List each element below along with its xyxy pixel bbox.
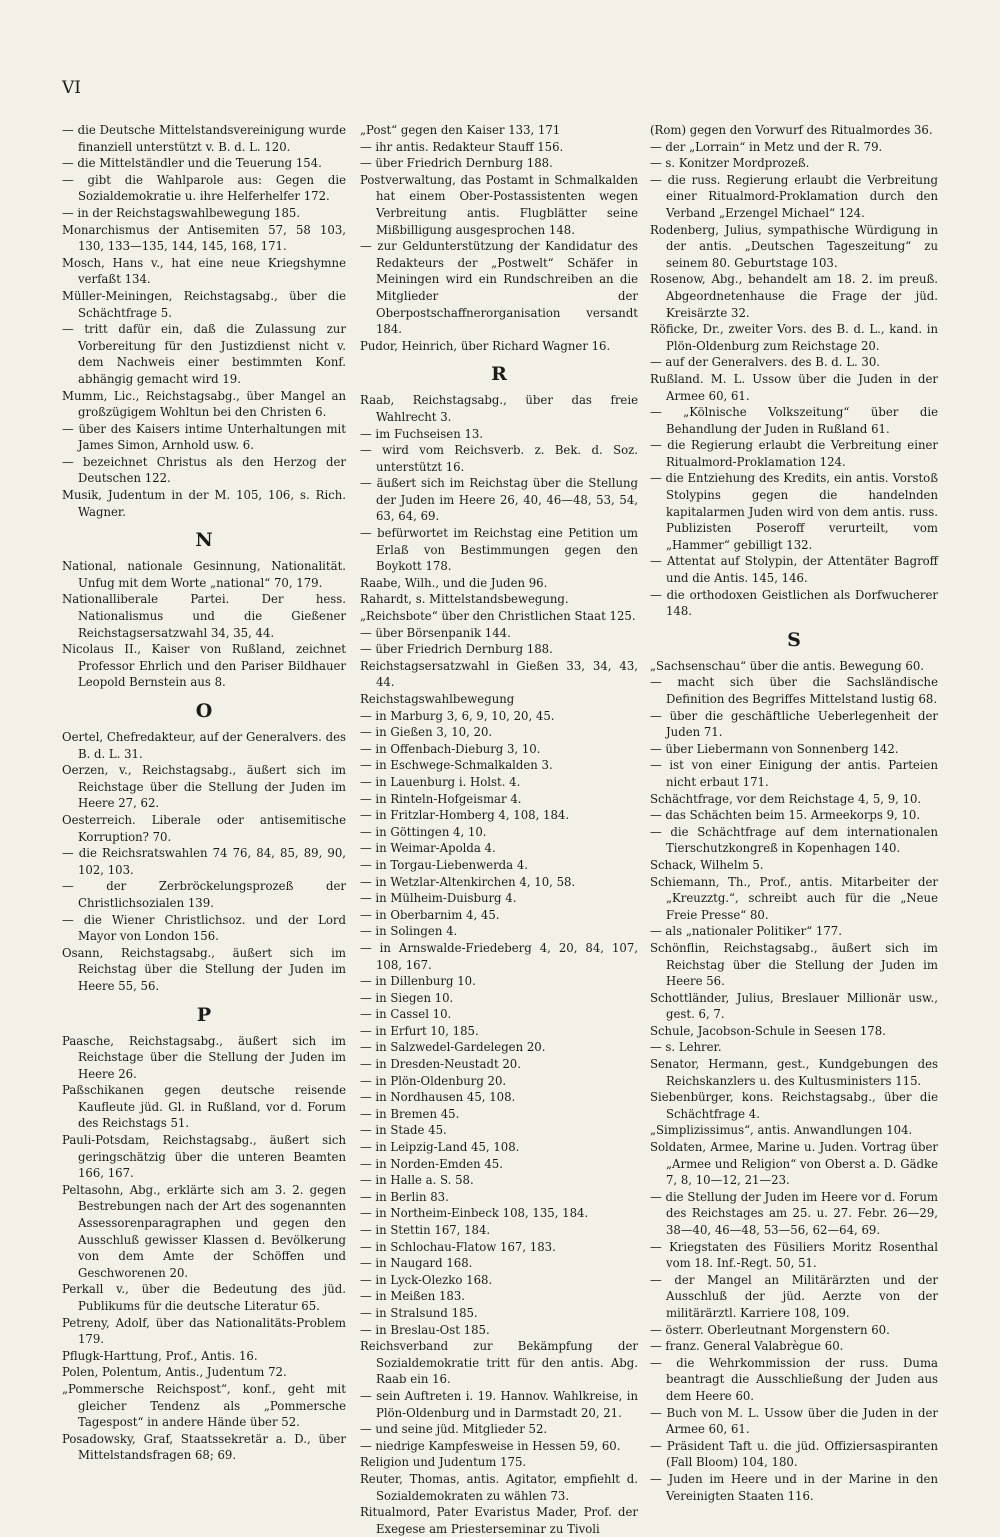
- index-entry: Oerzen, v., Reichstagsabg., äußert sich im Reichstage über die Stellung der Juden im Heere 27, 62.: [62, 763, 346, 811]
- index-entry: — in Oberbarnim 4, 45.: [360, 907, 500, 922]
- index-entry: Osann, Reichstagsabg., äußert sich im Reichstag über die Stellung der Juden im Heere 55, 56.: [62, 945, 346, 993]
- section-letter: N: [195, 529, 213, 552]
- index-column-3: [650, 122, 938, 1504]
- index-entry: Musik, Judentum in der M. 105, 106, s. Rich. Wagner.: [62, 488, 346, 519]
- index-entry: Rosenow, Abg., behandelt am 18. 2. im preuß. Abgeordnetenhause die Frage der jüd. Kreisärzte 32.: [650, 272, 938, 320]
- index-entry: — in Wetzlar-Altenkirchen 4, 10, 58.: [360, 874, 576, 889]
- index-entry: — über Börsenpanik 144.: [360, 625, 511, 640]
- index-entry: — als „nationaler Politiker“ 177.: [650, 924, 842, 939]
- index-entry: Postverwaltung, das Postamt in Schmalkalden hat einem Ober-Postassistenten wegen Verbreitung antis. Flugblätter seine Mißbilligung ausgesprochen 148.: [360, 172, 638, 237]
- index-entry: — in Nordhausen 45, 108.: [360, 1090, 516, 1105]
- index-entry: — bezeichnet Christus als den Herzog der Deutschen 122.: [62, 454, 346, 486]
- index-entry: Raabe, Wilh., und die Juden 96.: [360, 575, 548, 590]
- index-entry: — zur Geldunterstützung der Kandidatur des Redakteurs der „Postwelt“ Schäfer in Meiningen wird ein Rundschreiben an die Mitglieder der Oberpostschaffnerorganisation versandt 184.: [360, 239, 638, 337]
- index-entry: — in Marburg 3, 6, 9, 10, 20, 45.: [360, 708, 555, 723]
- index-entry: — in Dresden-Neustadt 20.: [360, 1057, 521, 1072]
- index-entry: — „Kölnische Volkszeitung“ über die Behandlung der Juden in Rußland 61.: [650, 405, 938, 436]
- index-entry: — Attentat auf Stolypin, der Attentäter Bagroff und die Antis. 145, 146.: [650, 554, 938, 586]
- index-entry: (Rom) gegen den Vorwurf des Ritualmordes 36.: [650, 123, 933, 137]
- index-entry: — die Regierung erlaubt die Verbreitung einer Ritualmord-Proklamation 124.: [650, 438, 938, 469]
- index-entry: — in Lauenburg i. Holst. 4.: [360, 774, 521, 789]
- index-entry: — in Salzwedel-Gardelegen 20.: [360, 1040, 546, 1055]
- index-entry: — in Halle a. S. 58.: [360, 1173, 474, 1188]
- index-entry: Reichstagsersatzwahl in Gießen 33, 34, 43, 44.: [360, 658, 638, 690]
- index-entry: Oesterreich. Liberale oder antisemitische Korruption? 70.: [62, 812, 346, 844]
- index-entry: — über Friedrich Dernburg 188.: [360, 642, 553, 657]
- index-entry: Schack, Wilhelm 5.: [650, 857, 764, 872]
- page-number: VI: [62, 78, 81, 98]
- index-entry: Reichstagswahlbewegung: [360, 692, 515, 706]
- index-entry: Schottländer, Julius, Breslauer Millionär usw., gest. 6, 7.: [650, 990, 938, 1022]
- index-entry: — in Meißen 183.: [360, 1289, 465, 1304]
- index-entry: „Post“ gegen den Kaiser 133, 171: [360, 123, 561, 137]
- index-entry: — in Breslau-Ost 185.: [360, 1322, 490, 1337]
- index-entry: Pauli-Potsdam, Reichstagsabg., äußert sich geringschätzig über die unteren Beamten 166, 167.: [62, 1133, 346, 1181]
- index-entry: — über Friedrich Dernburg 188.: [360, 156, 553, 171]
- index-entry: — in Rinteln-Hofgeismar 4.: [360, 791, 522, 806]
- index-entry: — ist von einer Einigung der antis. Parteien nicht erbaut 171.: [650, 758, 938, 789]
- index-column-2: [360, 122, 638, 1537]
- index-entry: — die Schächtfrage auf dem internationalen Tierschutzkongreß in Kopenhagen 140.: [650, 824, 938, 856]
- index-entry: — die orthodoxen Geistlichen als Dorfwucherer 148.: [650, 587, 938, 619]
- index-entry: Rodenberg, Julius, sympathische Würdigung in der antis. „Deutschen Tageszeitung“ zu seinem 80. Geburtstage 103.: [650, 222, 938, 270]
- index-entry: — in Leipzig-Land 45, 108.: [360, 1140, 520, 1155]
- index-entry: — in Dillenburg 10.: [360, 974, 476, 989]
- index-entry: — und seine jüd. Mitglieder 52.: [360, 1422, 548, 1437]
- index-entry: — tritt dafür ein, daß die Zulassung zur Vorbereitung für den Justizdienst nicht v. dem Nachweis einer bestimmten Konf. abhängig gemacht wird 19.: [62, 322, 346, 386]
- index-entry: Paßschikanen gegen deutsche reisende Kaufleute jüd. Gl. in Rußland, vor d. Forum des Reichstags 51.: [62, 1083, 346, 1131]
- index-entry: — in Cassel 10.: [360, 1007, 452, 1022]
- index-entry: Monarchismus der Antisemiten 57, 58 103, 130, 133—135, 144, 145, 168, 171.: [62, 222, 346, 254]
- index-entry: Posadowsky, Graf, Staatssekretär a. D., über Mittelstandsfragen 68; 69.: [62, 1431, 346, 1463]
- index-entry: — Präsident Taft u. die jüd. Offiziersaspiranten (Fall Bloom) 104, 180.: [650, 1438, 938, 1470]
- index-entry: — in Gießen 3, 10, 20.: [360, 725, 493, 740]
- index-entry: — der „Lorrain“ in Metz und der R. 79.: [650, 139, 883, 154]
- index-entry: Paasche, Reichstagsabg., äußert sich im Reichstage über die Stellung der Juden im Heere 26.: [62, 1033, 346, 1081]
- index-entry: — Buch von M. L. Ussow über die Juden in der Armee 60, 61.: [650, 1405, 938, 1437]
- index-entry: — über Liebermann von Sonnenberg 142.: [650, 741, 899, 756]
- index-entry: — macht sich über die Sachsländische Definition des Begriffes Mittelstand lustig 68.: [650, 675, 938, 706]
- index-entry: Mosch, Hans v., hat eine neue Kriegshymne verfaßt 134.: [62, 255, 346, 287]
- index-entry: — Juden im Heere und in der Marine in den Vereinigten Staaten 116.: [650, 1471, 938, 1503]
- index-entry: — in Northeim-Einbeck 108, 135, 184.: [360, 1206, 589, 1221]
- index-entry: — der Mangel an Militärärzten und der Ausschluß der jüd. Aerzte von der militärärztl. Karriere 108, 109.: [650, 1272, 938, 1320]
- index-entry: — in Stettin 167, 184.: [360, 1223, 491, 1237]
- index-entry: — in Weimar-Apolda 4.: [360, 841, 496, 856]
- index-entry: — in Stade 45.: [360, 1123, 447, 1138]
- index-entry: — im Fuchseisen 13.: [360, 426, 484, 441]
- index-entry: — die Mittelständler und die Teuerung 154.: [62, 156, 322, 171]
- index-entry: Schule, Jacobson-Schule in Seesen 178.: [650, 1023, 886, 1038]
- index-entry: „Sachsenschau“ über die antis. Bewegung 60.: [650, 658, 924, 673]
- index-entry: — in Plön-Oldenburg 20.: [360, 1073, 507, 1088]
- index-entry: — befürwortet im Reichstag eine Petition um Erlaß von Bestimmungen gegen den Boykott 178.: [360, 526, 638, 574]
- index-entry: Soldaten, Armee, Marine u. Juden. Vortrag über „Armee und Religion“ von Oberst a. D. Gädke 7, 8, 10—12, 21—23.: [650, 1140, 938, 1188]
- index-entry: Pudor, Heinrich, über Richard Wagner 16.: [360, 338, 611, 353]
- index-entry: „Simplizissimus“, antis. Anwandlungen 104.: [650, 1123, 913, 1138]
- index-entry: Reichsverband zur Bekämpfung der Sozialdemokratie tritt für den antis. Abg. Raab ein 16.: [360, 1339, 638, 1387]
- index-entry: — in Norden-Emden 45.: [360, 1156, 503, 1171]
- index-entry: Senator, Hermann, gest., Kundgebungen des Reichskanzlers u. des Kultusministers 115.: [650, 1057, 938, 1088]
- index-entry: — s. Lehrer.: [650, 1040, 722, 1055]
- index-entry: Polen, Polentum, Antis., Judentum 72.: [62, 1365, 287, 1380]
- section-letter: P: [196, 1003, 212, 1026]
- index-entry: Schiemann, Th., Prof., antis. Mitarbeiter der „Kreuzztg.“, schreibt auch für die „Neue Freie Presse“ 80.: [650, 874, 938, 922]
- index-entry: — die Entziehung des Kredits, ein antis. Vorstoß Stolypins gegen die handelnden kapitalarmen Juden wird von dem antis. russ. Publizisten Poseroff verurteilt, vom „Hammer“ gebilligt 132.: [650, 471, 938, 552]
- index-entry: Schächtfrage, vor dem Reichstage 4, 5, 9, 10.: [650, 791, 922, 806]
- index-entry: — in Eschwege-Schmalkalden 3.: [360, 758, 553, 773]
- index-entry: Nationalliberale Partei. Der hess. Nationalismus und die Gießener Reichstagsersatzwahl 34, 35, 44.: [62, 592, 346, 640]
- index-entry: Religion und Judentum 175.: [360, 1455, 527, 1470]
- index-entry: „Reichsbote“ über den Christlichen Staat 125.: [360, 609, 636, 624]
- index-entry: Pflugk-Harttung, Prof., Antis. 16.: [62, 1348, 258, 1363]
- index-entry: — die Wehrkommission der russ. Duma beantragt die Ausschließung der Juden aus dem Heere 60.: [650, 1355, 938, 1403]
- index-entry: — in Erfurt 10, 185.: [360, 1023, 479, 1038]
- index-entry: — die Stellung der Juden im Heere vor d. Forum des Reichstages am 25. u. 27. Febr. 26—29, 38—40, 46—48, 53—56, 62—64, 69.: [650, 1189, 938, 1237]
- index-entry: — auf der Generalvers. des B. d. L. 30.: [650, 355, 880, 370]
- index-entry: Ritualmord, Pater Evaristus Mader, Prof. der Exegese am Priesterseminar zu Tivoli: [360, 1505, 638, 1536]
- section-letter: R: [491, 363, 507, 386]
- index-entry: — der Zerbröckelungsprozeß der Christlichsozialen 139.: [62, 879, 346, 910]
- index-entry: — in Schlochau-Flatow 167, 183.: [360, 1239, 556, 1254]
- index-entry: Mumm, Lic., Reichstagsabg., über Mangel an großzügigem Wohltun bei den Christen 6.: [62, 388, 346, 420]
- index-entry: — äußert sich im Reichstag über die Stellung der Juden im Heere 26, 40, 46—48, 53, 54, 63, 64, 69.: [360, 476, 638, 524]
- index-entry: Perkall v., über die Bedeutung des jüd. Publikums für die deutsche Literatur 65.: [62, 1282, 346, 1313]
- index-entry: — in Offenbach-Dieburg 3, 10.: [360, 741, 541, 756]
- index-entry: — in Torgau-Liebenwerda 4.: [360, 857, 528, 872]
- index-entry: — die Wiener Christlichsoz. und der Lord Mayor von London 156.: [62, 912, 346, 944]
- index-entry: — in Siegen 10.: [360, 990, 454, 1005]
- index-entry: Müller-Meiningen, Reichstagsabg., über die Schächtfrage 5.: [62, 288, 346, 320]
- index-entry: — in Lyck-Olezko 168.: [360, 1272, 493, 1287]
- index-entry: — sein Auftreten i. 19. Hannov. Wahlkreise, in Plön-Oldenburg und in Darmstadt 20, 21.: [360, 1388, 638, 1420]
- index-entry: — wird vom Reichsverb. z. Bek. d. Soz. unterstützt 16.: [360, 443, 638, 474]
- index-entry: „Pommersche Reichspost“, konf., geht mit gleicher Tendenz als „Pommersche Tagespost“ in andere Hände über 52.: [62, 1381, 346, 1430]
- index-entry: — das Schächten beim 15. Armeekorps 9, 10.: [650, 808, 921, 823]
- index-entry: National, nationale Gesinnung, Nationalität. Unfug mit dem Worte „national“ 70, 179.: [62, 559, 346, 590]
- index-entry: Petreny, Adolf, über das Nationalitäts-Problem 179.: [62, 1315, 346, 1347]
- index-entry: — in Mülheim-Duisburg 4.: [360, 891, 517, 906]
- section-letter: O: [195, 700, 213, 722]
- index-entry: — niedrige Kampfesweise in Hessen 59, 60.: [360, 1438, 621, 1453]
- index-entry: Nicolaus II., Kaiser von Rußland, zeichnet Professor Ehrlich und den Pariser Bildhauer Leopold Bernstein aus 8.: [62, 642, 346, 690]
- index-entry: — in Fritzlar-Homberg 4, 108, 184.: [360, 808, 570, 823]
- index-entry: — Kriegstaten des Füsiliers Moritz Rosenthal vom 18. Inf.-Regt. 50, 51.: [650, 1239, 938, 1271]
- index-entry: — ihr antis. Redakteur Stauff 156.: [360, 139, 564, 154]
- index-entry: Reuter, Thomas, antis. Agitator, empfiehlt d. Sozialdemokraten zu wählen 73.: [360, 1471, 638, 1503]
- index-entry: — s. Konitzer Mordprozeß.: [650, 156, 810, 171]
- index-column-1: [62, 122, 346, 1464]
- index-entry: Siebenbürger, kons. Reichstagsabg., über die Schächtfrage 4.: [650, 1090, 938, 1121]
- index-entry: — gibt die Wahlparole aus: Gegen die Sozialdemokratie u. ihre Helferhelfer 172.: [62, 172, 346, 204]
- index-entry: — die Deutsche Mittelstandsvereinigung wurde finanziell unterstützt v. B. d. L. 120.: [62, 123, 346, 154]
- index-entry: — in Arnswalde-Friedeberg 4, 20, 84, 107, 108, 167.: [360, 940, 638, 972]
- index-entry: — in Solingen 4.: [360, 924, 458, 939]
- index-entry: — in Stralsund 185.: [360, 1305, 478, 1320]
- index-entry: Oertel, Chefredakteur, auf der Generalvers. des B. d. L. 31.: [62, 730, 346, 761]
- index-entry: — franz. General Valabrègue 60.: [650, 1339, 844, 1354]
- index-entry: — in Naugard 168.: [360, 1256, 473, 1271]
- index-entry: Rahardt, s. Mittelstandsbewegung.: [360, 592, 569, 607]
- index-entry: Schönflin, Reichstagsabg., äußert sich im Reichstag über die Stellung der Juden im Heere 56.: [650, 940, 938, 989]
- index-entry: Röficke, Dr., zweiter Vors. des B. d. L., kand. in Plön-Oldenburg zum Reichstage 20.: [650, 322, 938, 353]
- index-entry: — in der Reichstagswahlbewegung 185.: [62, 205, 301, 220]
- index-entry: — die russ. Regierung erlaubt die Verbreitung einer Ritualmord-Proklamation durch den Verband „Erzengel Michael“ 124.: [650, 172, 938, 220]
- index-entry: Rußland. M. L. Ussow über die Juden in der Armee 60, 61.: [650, 371, 938, 403]
- index-entry: — österr. Oberleutnant Morgenstern 60.: [650, 1322, 890, 1337]
- index-entry: — über des Kaisers intime Unterhaltungen mit James Simon, Arnhold usw. 6.: [62, 421, 346, 453]
- index-entry: — in Bremen 45.: [360, 1106, 460, 1121]
- index-entry: — über die geschäftliche Ueberlegenheit der Juden 71.: [650, 708, 938, 740]
- index-entry: Raab, Reichstagsabg., über das freie Wahlrecht 3.: [360, 393, 638, 424]
- index-entry: — die Reichsratswahlen 74 76, 84, 85, 89, 90, 102, 103.: [62, 846, 346, 877]
- index-entry: Peltasohn, Abg., erklärte sich am 3. 2. gegen Bestrebungen nach der Art des sogenannten Assessorenparagraphen und gegen den Ausschluß gewisser Klassen d. Bevölkerung von dem Amte der Schöffen und Geschworenen 20.: [62, 1182, 346, 1280]
- index-entry: — in Berlin 83.: [360, 1189, 449, 1204]
- index-entry: — in Göttingen 4, 10.: [360, 824, 487, 839]
- section-letter: S: [787, 628, 801, 651]
